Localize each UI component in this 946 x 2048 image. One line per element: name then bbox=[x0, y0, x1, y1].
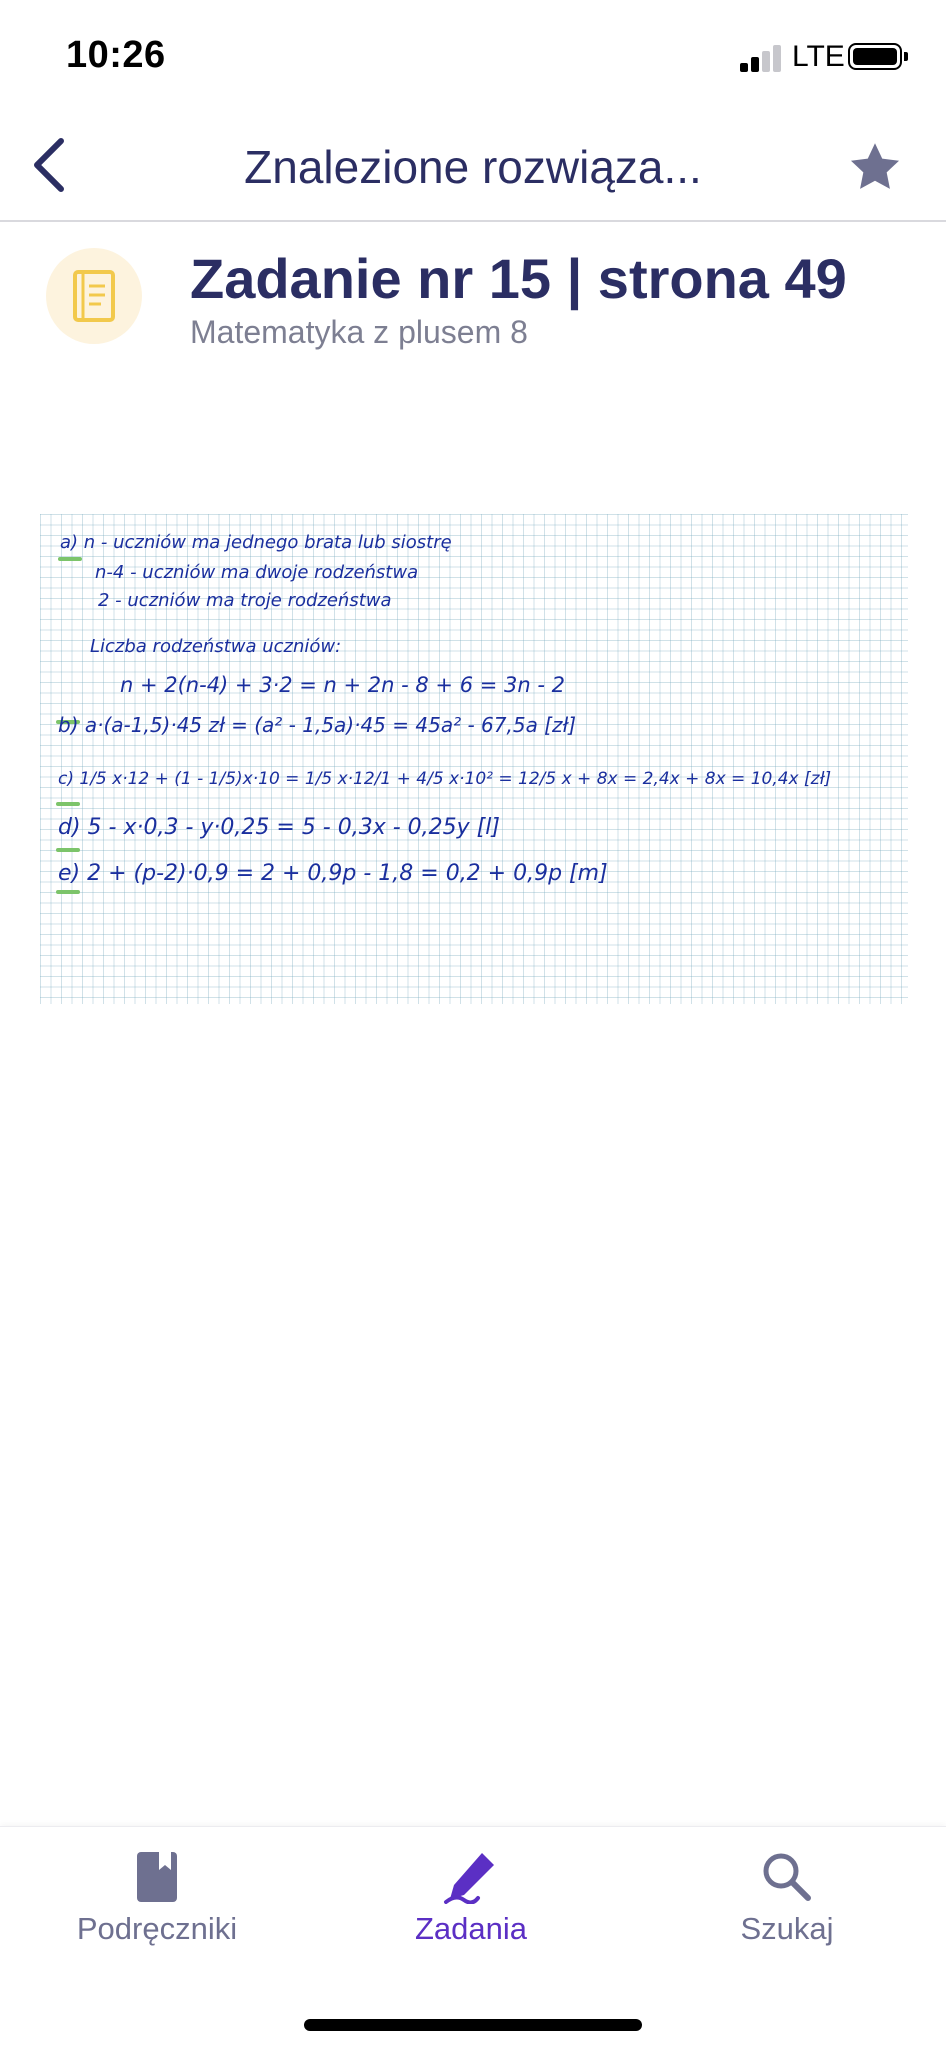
battery-icon bbox=[848, 43, 902, 70]
network-type: LTE bbox=[792, 40, 845, 73]
tab-search-label: Szukaj bbox=[740, 1911, 834, 1946]
tab-bar bbox=[0, 1826, 946, 2048]
tab-search[interactable] bbox=[647, 1849, 927, 1959]
book-icon bbox=[127, 1849, 187, 1905]
book-avatar bbox=[46, 248, 142, 344]
solution-line-a5: n + 2(n-4) + 3·2 = n + 2n - 8 + 6 = 3n - 2 bbox=[120, 673, 565, 697]
status-time: 10:26 bbox=[66, 34, 166, 76]
pencil-icon bbox=[441, 1849, 501, 1905]
solution-line-c: c) 1/5 x·12 + (1 - 1/5)x·10 = 1/5 x·12/1 + 4/5 x·10² = 12/5 x + 8x = 2,4x + 8x = 10,4x [zł] bbox=[58, 769, 832, 789]
home-indicator[interactable] bbox=[304, 2019, 642, 2031]
solution-image[interactable] bbox=[40, 514, 908, 1004]
solution-line-a1: a) n - uczniów ma jednego brata lub siostrę bbox=[60, 532, 452, 553]
notebook-icon bbox=[71, 268, 117, 324]
task-subtitle: Matematyka z plusem 8 bbox=[190, 314, 528, 350]
solution-line-a3: 2 - uczniów ma troje rodzeństwa bbox=[98, 590, 392, 611]
solution-line-a2: n-4 - uczniów ma dwoje rodzeństwa bbox=[95, 562, 419, 583]
back-button[interactable] bbox=[14, 130, 84, 200]
solution-line-e: e) 2 + (p-2)·0,9 = 2 + 0,9p - 1,8 = 0,2 + 0,9p [m] bbox=[58, 861, 608, 886]
chevron-left-icon bbox=[29, 136, 69, 194]
signal-strength-icon bbox=[740, 44, 784, 72]
star-icon bbox=[847, 139, 903, 195]
handwritten-solution bbox=[40, 514, 908, 1004]
search-icon bbox=[757, 1849, 817, 1905]
task-header bbox=[0, 222, 946, 372]
solution-line-b: b) a·(a-1,5)·45 zł = (a² - 1,5a)·45 = 45a² - 67,5a [zł] bbox=[58, 713, 577, 737]
favorite-button[interactable] bbox=[840, 132, 910, 202]
navigation-bar bbox=[0, 112, 946, 222]
nav-title: Znalezione rozwiąza... bbox=[244, 141, 702, 193]
task-title: Zadanie nr 15 | strona 49 bbox=[190, 247, 847, 310]
tab-tasks[interactable] bbox=[331, 1849, 611, 1959]
solution-line-d: d) 5 - x·0,3 - y·0,25 = 5 - 0,3x - 0,25y [l] bbox=[58, 815, 500, 840]
tab-books-label: Podręczniki bbox=[76, 1911, 238, 1946]
status-bar bbox=[0, 0, 946, 112]
solution-line-a4: Liczba rodzeństwa uczniów: bbox=[90, 636, 342, 657]
tab-tasks-label: Zadania bbox=[414, 1911, 528, 1946]
tab-books[interactable] bbox=[17, 1849, 297, 1959]
